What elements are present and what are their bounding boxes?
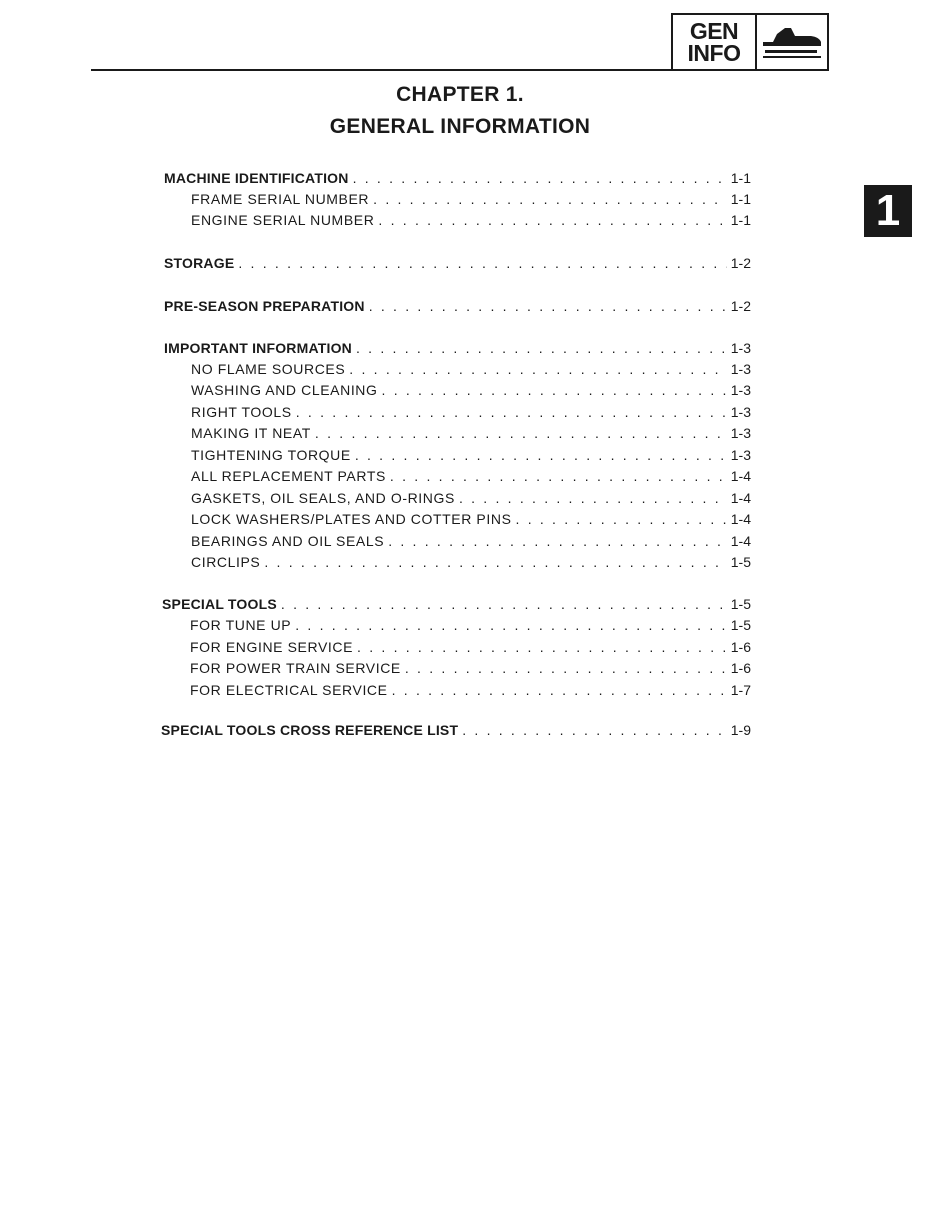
toc-dot-leader: [357, 638, 727, 656]
toc-entry-page: 1-2: [730, 298, 751, 314]
toc-entry-label: FOR ELECTRICAL SERVICE: [190, 682, 388, 698]
header-rule: [91, 69, 671, 71]
toc-dot-leader: [462, 721, 727, 739]
toc-entry-label: FOR POWER TRAIN SERVICE: [190, 660, 401, 676]
toc-entry-label: TIGHTENING TORQUE: [191, 447, 351, 463]
toc-entry-page: 1-2: [730, 255, 751, 271]
toc-entry: [191, 381, 751, 399]
toc-entry: [161, 721, 751, 739]
toc-entry-page: 1-4: [730, 511, 751, 527]
toc-entry: [191, 190, 751, 208]
toc-entry-page: 1-4: [730, 468, 751, 484]
toc-entry-page: 1-1: [730, 191, 751, 207]
toc-dot-leader: [382, 381, 727, 399]
toc-dot-leader: [388, 532, 727, 550]
toc-entry: [190, 681, 751, 699]
toc-entry-label: SPECIAL TOOLS CROSS REFERENCE LIST: [161, 722, 459, 738]
toc-dot-leader: [315, 424, 727, 442]
toc-entry-label: FOR ENGINE SERVICE: [190, 639, 354, 655]
toc-dot-leader: [295, 616, 727, 634]
toc-dot-leader: [238, 254, 726, 272]
toc-entry: [162, 595, 751, 613]
toc-dot-leader: [405, 659, 727, 677]
toc-entry: [164, 169, 751, 187]
toc-dot-leader: [369, 297, 727, 315]
toc-dot-leader: [264, 553, 726, 571]
toc-entry: [164, 339, 751, 357]
toc-entry-page: 1-4: [730, 490, 751, 506]
toc-entry-page: 1-9: [730, 722, 751, 738]
toc-entry-label: NO FLAME SOURCES: [191, 361, 346, 377]
toc-entry-label: WASHING AND CLEANING: [191, 382, 378, 398]
toc-dot-leader: [516, 510, 727, 528]
toc-dot-leader: [353, 169, 727, 187]
toc-dot-leader: [296, 403, 727, 421]
toc-entry: [191, 510, 751, 528]
toc-entry: [191, 553, 751, 571]
toc-dot-leader: [373, 190, 727, 208]
toc-entry-page: 1-4: [730, 533, 751, 549]
toc-entry: [191, 489, 751, 507]
chapter-title: GENERAL INFORMATION: [329, 115, 591, 138]
badge-label: [673, 15, 757, 69]
toc-entry: [191, 532, 751, 550]
toc-entry-page: 1-3: [730, 404, 751, 420]
toc-entry-page: 1-1: [730, 170, 751, 186]
toc-entry: [190, 659, 751, 677]
toc-entry-label: ENGINE SERIAL NUMBER: [191, 212, 375, 228]
toc-dot-leader: [390, 467, 727, 485]
badge-line-2: INFO: [687, 40, 741, 66]
toc-entry-page: 1-3: [730, 447, 751, 463]
toc-entry: [191, 211, 751, 229]
snowmobile-icon: [757, 15, 827, 69]
toc-dot-leader: [355, 446, 727, 464]
toc-entry: [191, 403, 751, 421]
toc-entry-label: ALL REPLACEMENT PARTS: [191, 468, 386, 484]
toc-entry-label: LOCK WASHERS/PLATES AND COTTER PINS: [191, 511, 512, 527]
toc-entry-label: MACHINE IDENTIFICATION: [164, 170, 349, 186]
toc-entry: [164, 297, 751, 315]
toc-entry-page: 1-3: [730, 425, 751, 441]
toc-dot-leader: [378, 211, 726, 229]
toc-entry-label: PRE-SEASON PREPARATION: [164, 298, 365, 314]
toc-entry-label: RIGHT TOOLS: [191, 404, 292, 420]
toc-dot-leader: [349, 360, 726, 378]
toc-dot-leader: [459, 489, 727, 507]
toc-dot-leader: [356, 339, 727, 357]
toc-entry-page: 1-3: [730, 382, 751, 398]
toc-entry-label: FRAME SERIAL NUMBER: [191, 191, 370, 207]
toc-dot-leader: [281, 595, 727, 613]
toc-entry-page: 1-5: [730, 554, 751, 570]
toc-entry: [164, 254, 751, 272]
toc-entry: [191, 360, 751, 378]
toc-entry: [191, 446, 751, 464]
toc-entry: [190, 616, 751, 634]
toc-entry-label: MAKING IT NEAT: [191, 425, 311, 441]
toc-entry-page: 1-1: [730, 212, 751, 228]
toc-entry: [191, 424, 751, 442]
toc-entry-page: 1-6: [730, 660, 751, 676]
toc-entry-page: 1-5: [730, 617, 751, 633]
chapter-number: CHAPTER 1.: [396, 83, 524, 106]
toc-entry-label: BEARINGS AND OIL SEALS: [191, 533, 385, 549]
toc-entry-label: FOR TUNE UP: [190, 617, 292, 633]
toc-entry-label: GASKETS, OIL SEALS, AND O-RINGS: [191, 490, 455, 506]
toc-entry-label: CIRCLIPS: [191, 554, 261, 570]
toc-entry-label: IMPORTANT INFORMATION: [164, 340, 352, 356]
toc-entry-page: 1-6: [730, 639, 751, 655]
toc-entry: [190, 638, 751, 656]
toc-entry: [191, 467, 751, 485]
chapter-tab: 1: [864, 185, 912, 237]
toc-dot-leader: [392, 681, 727, 699]
badge-line-1: GEN: [689, 18, 739, 44]
toc-entry-label: STORAGE: [164, 255, 235, 271]
toc-entry-page: 1-3: [730, 361, 751, 377]
toc-entry-page: 1-5: [730, 596, 751, 612]
toc-entry-page: 1-7: [730, 682, 751, 698]
toc-entry-page: 1-3: [730, 340, 751, 356]
gen-info-badge: [671, 13, 829, 71]
toc-entry-label: SPECIAL TOOLS: [162, 596, 277, 612]
